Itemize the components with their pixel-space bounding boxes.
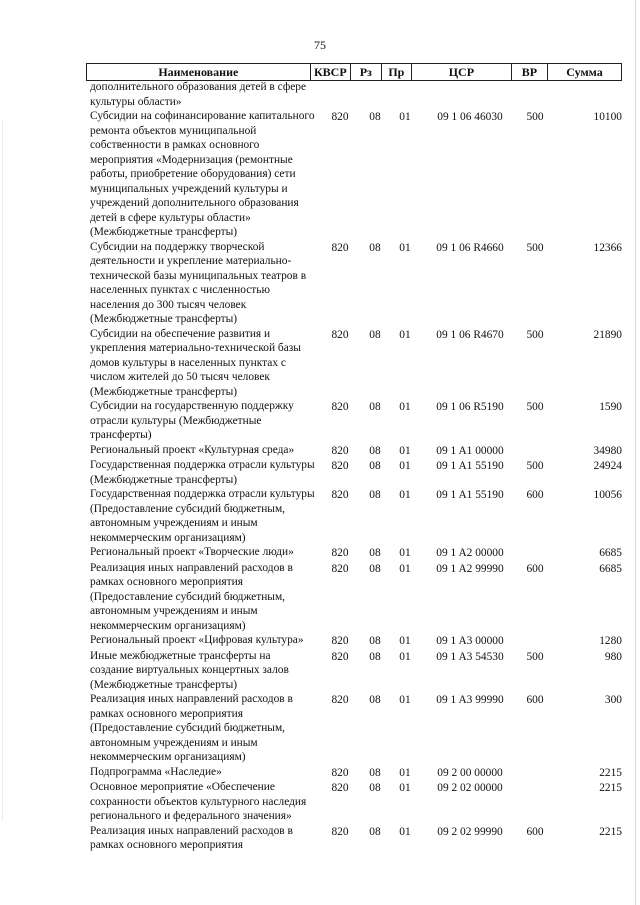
table-body	[90, 80, 622, 853]
column-header-kvsr: КВСР	[310, 64, 350, 80]
cell-rz: 08	[369, 635, 381, 647]
cell-csr: 09 1 A3 99990	[436, 694, 504, 706]
column-header-pr: Пр	[381, 64, 412, 80]
cell-pr: 01	[399, 562, 411, 575]
cell-pr: 01	[399, 111, 411, 123]
cell-kvsr: 820	[331, 401, 349, 413]
cell-vr: 500	[526, 241, 544, 254]
cell-sum: 1280	[599, 635, 622, 647]
cell-kvsr: 820	[331, 111, 349, 123]
cell-vr: 600	[526, 825, 544, 838]
cell-sum: 10100	[593, 111, 622, 123]
column-header-name: Наименование	[86, 64, 310, 80]
cell-rz: 08	[369, 328, 381, 341]
cell-sum	[550, 80, 622, 109]
cell-name: Подпрограмма «Наследие»	[90, 765, 222, 778]
cell-csr: 09 1 A2 99990	[436, 562, 504, 575]
cell-name: Субсидии на поддержку творческой деятельности и укрепление материально-технической базы муниципальных театров в населенных пунктах с численностью населения до 300 тысяч человек (Межбюджетные трансферты)	[90, 240, 307, 325]
cell-csr	[420, 80, 520, 109]
cell-csr: 09 2 00 00000	[437, 766, 503, 779]
cell-vr	[520, 780, 550, 824]
cell-kvsr: 820	[331, 444, 349, 457]
scan-edge	[2, 120, 3, 820]
cell-name: Реализация иных направлений расходов в рамках основного мероприятия (Предоставление субсидий бюджетным, автономным учреждениям и иным некоммерческим организациям)	[90, 561, 293, 632]
table-row	[90, 458, 622, 487]
cell-name: Субсидии на государственную поддержку отрасли культуры (Межбюджетные трансферты)	[90, 400, 294, 441]
table-row	[90, 824, 622, 853]
cell-rz: 08	[369, 694, 381, 706]
cell-csr: 09 1 06 R5190	[436, 401, 504, 413]
cell-rz: 08	[369, 460, 381, 472]
table-row	[90, 443, 622, 459]
table-header	[86, 63, 622, 81]
table-row	[90, 561, 622, 634]
cell-pr: 01	[399, 766, 411, 779]
cell-pr: 01	[399, 782, 411, 794]
cell-csr: 09 1 06 R4670	[436, 328, 504, 341]
cell-csr: 09 1 A1 00000	[436, 444, 504, 457]
cell-rz: 08	[369, 825, 381, 838]
cell-name: Субсидии на обеспечение развития и укрепления материально-технической базы домов культуры в населенных пунктах с числом жителей до 50 тысяч человек (Межбюджетные трансферты)	[90, 327, 301, 398]
cell-kvsr: 820	[331, 766, 349, 779]
column-header-sum: Сумма	[547, 64, 622, 80]
cell-kvsr: 820	[331, 328, 349, 341]
cell-name: Иные межбюджетные трансферты на создание виртуальных концертных залов (Межбюджетные трансферты)	[90, 649, 289, 691]
cell-kvsr: 820	[331, 562, 349, 575]
cell-rz: 08	[369, 650, 381, 663]
cell-name: Региональный проект «Творческие люди»	[90, 546, 294, 558]
cell-csr: 09 1 A1 55190	[436, 460, 504, 472]
cell-pr: 01	[399, 489, 411, 501]
cell-kvsr: 820	[331, 489, 349, 501]
cell-pr: 01	[399, 694, 411, 706]
cell-rz: 08	[369, 489, 381, 501]
cell-sum: 2215	[599, 825, 622, 838]
cell-pr: 01	[399, 547, 411, 559]
cell-pr: 01	[399, 401, 411, 413]
cell-vr	[520, 80, 550, 109]
table-row	[90, 545, 622, 561]
cell-sum: 24924	[593, 460, 622, 472]
cell-csr: 09 1 06 46030	[437, 111, 503, 123]
cell-kvsr: 820	[331, 241, 349, 254]
cell-name: Реализация иных направлений расходов в рамках основного мероприятия	[90, 824, 293, 851]
cell-sum: 12366	[593, 241, 622, 254]
cell-kvsr: 820	[331, 547, 349, 559]
cell-sum: 21890	[593, 328, 622, 341]
column-header-vr: ВР	[511, 64, 547, 80]
cell-kvsr: 820	[331, 782, 349, 794]
cell-pr: 01	[399, 328, 411, 341]
cell-rz: 08	[369, 547, 381, 559]
cell-vr: 500	[526, 460, 544, 472]
cell-csr: 09 2 02 99990	[437, 825, 503, 838]
table-row	[90, 399, 622, 443]
cell-name: Государственная поддержка отрасли культуры (Межбюджетные трансферты)	[90, 459, 315, 486]
column-header-csr: ЦСР	[411, 64, 511, 80]
scan-edge	[635, 0, 636, 905]
cell-vr: 500	[526, 328, 544, 341]
cell-vr: 600	[526, 694, 544, 706]
page-number: 75	[314, 38, 326, 52]
cell-kvsr: 820	[331, 460, 349, 472]
cell-name: Государственная поддержка отрасли культуры (Предоставление субсидий бюджетным, автономным учреждениям и иным некоммерческим организациям)	[90, 488, 315, 544]
cell-csr: 09 2 02 00000	[437, 782, 503, 794]
column-header-rz: Рз	[350, 64, 381, 80]
cell-vr	[520, 545, 550, 561]
cell-rz	[360, 80, 390, 109]
cell-pr: 01	[399, 444, 411, 457]
cell-csr: 09 1 A3 54530	[436, 650, 504, 663]
table-row	[90, 487, 622, 545]
cell-vr	[520, 443, 550, 459]
cell-sum: 6685	[599, 562, 622, 575]
table-row	[90, 649, 622, 693]
cell-sum: 34980	[593, 444, 622, 457]
table-row	[90, 633, 622, 649]
cell-rz: 08	[369, 444, 381, 457]
cell-vr	[520, 633, 550, 649]
cell-sum: 6685	[599, 547, 622, 559]
cell-csr: 09 1 06 R4660	[436, 241, 504, 254]
cell-vr: 500	[526, 401, 544, 413]
table-row	[90, 327, 622, 400]
cell-vr: 600	[526, 489, 544, 501]
cell-vr: 500	[526, 111, 544, 123]
cell-rz: 08	[369, 782, 381, 794]
cell-pr: 01	[399, 635, 411, 647]
table-row	[90, 109, 622, 240]
cell-sum: 300	[604, 694, 622, 706]
cell-rz: 08	[369, 111, 381, 123]
cell-rz: 08	[369, 241, 381, 254]
cell-kvsr: 820	[331, 825, 349, 838]
cell-rz: 08	[369, 401, 381, 413]
cell-rz: 08	[369, 562, 381, 575]
cell-sum: 980	[604, 650, 622, 663]
cell-csr: 09 1 A1 55190	[436, 489, 504, 501]
table-row	[90, 780, 622, 824]
cell-vr	[520, 765, 550, 781]
cell-csr: 09 1 A2 00000	[436, 547, 504, 559]
cell-name: Региональный проект «Цифровая культура»	[90, 634, 304, 646]
cell-name: дополнительного образования детей в сфере культуры области»	[90, 81, 307, 108]
cell-rz: 08	[369, 766, 381, 779]
cell-pr	[390, 80, 420, 109]
cell-kvsr: 820	[331, 635, 349, 647]
cell-sum: 2215	[599, 766, 622, 779]
cell-kvsr	[320, 80, 360, 109]
table-row	[90, 765, 622, 781]
cell-sum: 10056	[593, 489, 622, 501]
table-row	[90, 240, 622, 327]
cell-pr: 01	[399, 241, 411, 254]
table-row	[90, 692, 622, 765]
table-row	[90, 80, 622, 109]
cell-vr: 500	[526, 650, 544, 663]
cell-sum: 2215	[599, 782, 622, 794]
cell-name: Субсидии на софинансирование капитального ремонта объектов муниципальной собственности в рамках основного мероприятия «Модернизация (ремонтные работы, приобретение оборудования) сети муниципальных учреждений культуры и учреждений дополнительного образования детей в сфере культуры области» (Межбюджетные трансферты)	[90, 110, 315, 238]
cell-kvsr: 820	[331, 694, 349, 706]
cell-pr: 01	[399, 460, 411, 472]
cell-vr: 600	[526, 562, 544, 575]
cell-sum: 1590	[599, 401, 622, 413]
cell-pr: 01	[399, 650, 411, 663]
cell-csr: 09 1 A3 00000	[436, 635, 504, 647]
cell-name: Основное мероприятие «Обеспечение сохранности объектов культурного наследия регионального и федерального значения»	[90, 781, 307, 822]
cell-pr: 01	[399, 825, 411, 838]
cell-name: Региональный проект «Культурная среда»	[90, 443, 295, 456]
cell-kvsr: 820	[331, 650, 349, 663]
cell-name: Реализация иных направлений расходов в рамках основного мероприятия (Предоставление субсидий бюджетным, автономным учреждениям и иным некоммерческим организациям)	[90, 693, 293, 763]
